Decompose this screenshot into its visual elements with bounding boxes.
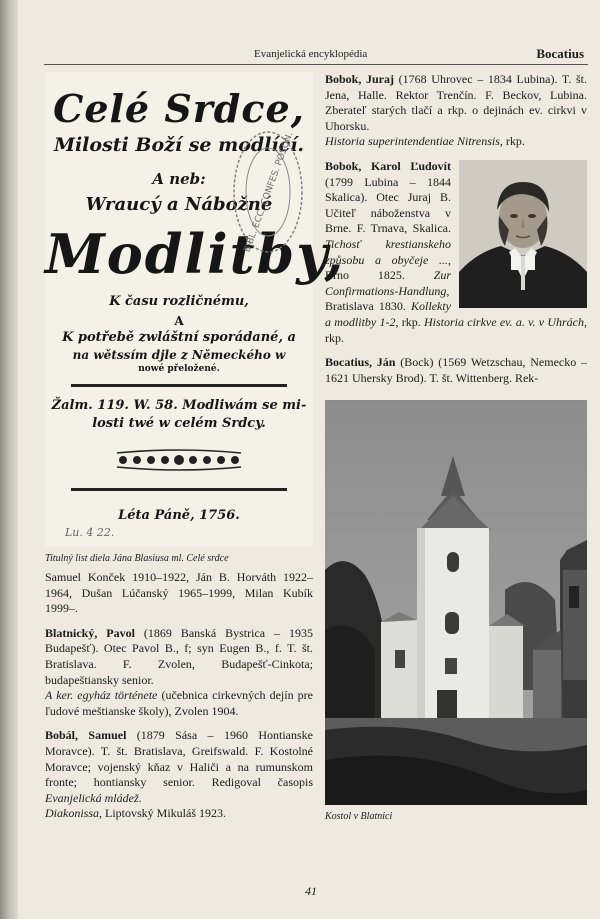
entry-text: (Bock) (1569 Wetzschau, Nemecko – 1621 Uhersky Brod). T. št. Wittenberg. Rek- bbox=[325, 355, 587, 385]
stamp-text: BIBL. ECC. CONFES. POSON. bbox=[242, 130, 296, 254]
entry-text-3: , rkp. bbox=[395, 314, 424, 329]
title-rule-bottom bbox=[71, 488, 287, 491]
entry-bobok-karol-block bbox=[325, 159, 587, 346]
title-line-10: nowé přeložené. bbox=[138, 364, 220, 374]
entry-text: (1768 Uhrovec – 1834 Lubina). T. št. Jena, Halle. Rektor Trenčín. F. Beckov, Lubina. Zberateľ starých tlačí a rkp. o dejinách ev. cirkvi v Uhorsku. bbox=[325, 72, 587, 133]
entry-continuation bbox=[45, 570, 313, 617]
title-line-12: losti twé w celém Srdcy. bbox=[92, 416, 266, 431]
entry-work-rest: , Liptovský Mikuláš 1923. bbox=[99, 806, 227, 821]
title-page-image bbox=[45, 72, 346, 547]
entry-bobal bbox=[45, 728, 313, 822]
title-line-5: Modlitby, bbox=[45, 222, 346, 286]
entry-bobok-juraj bbox=[325, 72, 587, 150]
entry-magazine: Evanjelická mládež bbox=[45, 790, 139, 805]
running-header bbox=[44, 46, 588, 65]
entry-work-rest: (učebnica cirkevných dejín pre ľudové meštianske školy), Zvolen 1904. bbox=[45, 688, 313, 718]
entry-work-1: Tichosť krestianskeho způsobu a obyčeje ... bbox=[325, 236, 451, 267]
entry-text-1: , Brno 1825. bbox=[325, 252, 451, 283]
header-keyword: Bocatius bbox=[536, 46, 584, 61]
entry-text: (1799 Lubina – 1844 Skalica). Otec Juraj B. Učiteľ náboženstva v Brne. F. Trnava, Skalica. bbox=[325, 174, 451, 236]
church-photo bbox=[325, 400, 587, 805]
title-line-13: Léta Páně, 1756. bbox=[118, 508, 240, 523]
entry-name: Bobok, Karol Ľudovít bbox=[325, 158, 451, 173]
title-rule-top bbox=[71, 384, 287, 387]
title-line-7: A bbox=[174, 314, 184, 328]
entry-name: Blatnický, Pavol bbox=[45, 625, 135, 640]
title-line-9: na wětssím djle z Německého w bbox=[72, 348, 286, 362]
entry-name: Bobál, Samuel bbox=[45, 728, 127, 743]
church-caption: Kostol v Blatnici bbox=[325, 811, 393, 823]
entry-work-3: Kollekty a modlitby 1-2 bbox=[325, 299, 451, 329]
handwritten-note: Lu. 4 22. bbox=[65, 526, 115, 539]
ornament-border bbox=[115, 449, 243, 471]
library-stamp bbox=[231, 127, 305, 257]
book-spine-shadow bbox=[0, 0, 18, 919]
entry-text-after: . bbox=[138, 790, 142, 805]
title-line-4: Wraucý a Nábožné bbox=[85, 194, 273, 215]
entry-text: (1869 Banská Bystrica – 1935 Budapešť). Otec Pavol B., f; syn Eugen B., f. T. št. Bratislava. F. Zvolen, Budapešť-Cinkota; budapeštiansky senior. bbox=[45, 625, 313, 687]
continuation-text: Samuel Konček 1910–1922, Ján B. Horváth 1922–1964, Dušan Lúčanský 1965–1999, Milan Kubík 1999–. bbox=[45, 570, 313, 616]
right-column bbox=[325, 72, 587, 822]
entry-text: (1879 Sása – 1960 Hontianske Moravce). T. št. Bratislava, Greifswald. F. Kostolné Moravce; vojenský kňaz v Haliči a na rumunskom fronte; hontiansky senior. Redigoval časopis bbox=[45, 728, 313, 790]
header-title: Evanjelická encyklopédia bbox=[254, 48, 368, 60]
entry-work-title: A ker. egyház története bbox=[45, 688, 158, 703]
left-column bbox=[45, 72, 346, 822]
entry-name: Bocatius, Ján bbox=[325, 355, 396, 370]
entry-blatnicky bbox=[45, 626, 313, 720]
entry-bocatius bbox=[325, 355, 587, 386]
entry-work-title: Historia superintendentiae Nitrensis bbox=[325, 134, 500, 149]
entry-text-2: , Bratislava 1830. bbox=[325, 283, 450, 314]
title-line-2: Milosti Boží se modlící. bbox=[53, 134, 305, 156]
entry-work-4: Historia cirkve ev. a. v. v Uhrách bbox=[424, 314, 584, 329]
title-line-8: K potřebě zwláštní sporádané, a bbox=[62, 330, 296, 345]
entry-name: Bobok, Juraj bbox=[325, 72, 394, 86]
entry-work-rest: , rkp. bbox=[499, 134, 525, 149]
entry-text-4: , rkp. bbox=[325, 314, 587, 345]
title-line-1: Celé Srdce, bbox=[53, 86, 305, 131]
title-page-caption: Titulný list diela Jána Blasiusa ml. Celé srdce bbox=[45, 553, 229, 564]
title-line-11: Žalm. 119. W. 58. Modliwám se mi- bbox=[51, 398, 307, 413]
portrait-photo bbox=[459, 160, 587, 308]
page-number: 41 bbox=[305, 884, 317, 898]
title-line-6: K času rozličnému, bbox=[109, 294, 249, 309]
title-line-3: A neb: bbox=[152, 170, 206, 188]
entry-work-2: Zur Confirmations-Handlung bbox=[325, 268, 451, 298]
entry-work-title: Diakonissa bbox=[45, 806, 99, 821]
